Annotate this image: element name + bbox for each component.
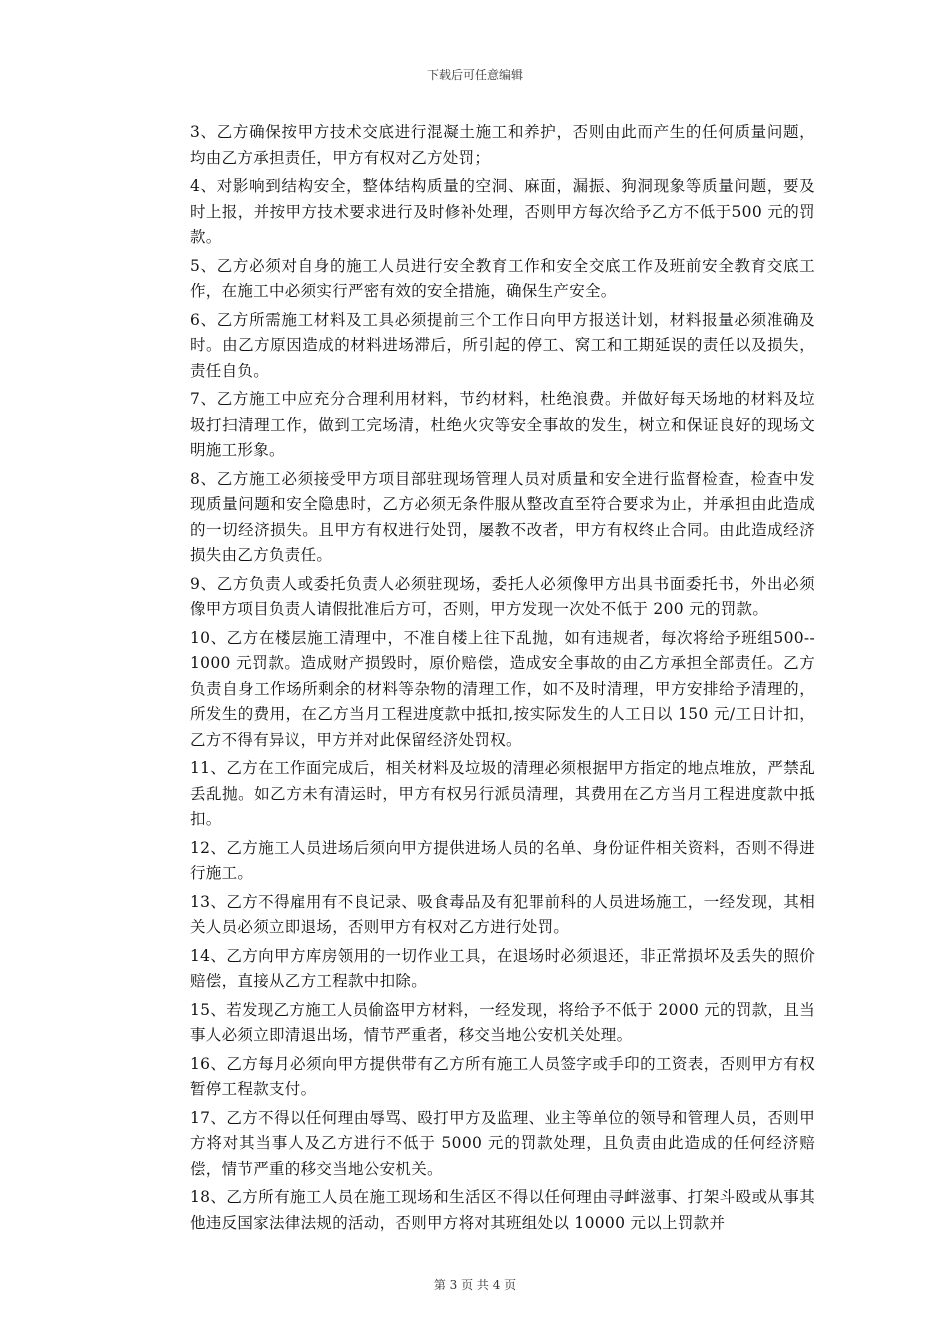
clause-15: 15、若发现乙方施工人员偷盗甲方材料，一经发现，将给予不低于 2000 元的罚款，且当事人必须立即清退出场，情节严重者，移交当地公安机关处理。	[190, 1000, 815, 1044]
clause-12: 12、乙方施工人员进场后须向甲方提供进场人员的名单、身份证件相关资料，否则不得进行施工。	[190, 838, 815, 882]
clause-17: 17、乙方不得以任何理由辱骂、殴打甲方及监理、业主等单位的领导和管理人员，否则甲方将对其当事人及乙方进行不低于 5000 元的罚款处理，且负责由此造成的任何经济赔偿，情节严重的移交当地公安机关。	[190, 1108, 815, 1178]
document-body	[190, 120, 815, 1239]
clause-4: 4、对影响到结构安全，整体结构质量的空洞、麻面，漏振、狗洞现象等质量问题，要及时上报，并按甲方技术要求进行及时修补处理，否则甲方每次给予乙方不低于500 元的罚款。	[190, 177, 815, 246]
clause-6: 6、乙方所需施工材料及工具必须提前三个工作日向甲方报送计划，材料报量必须准确及时。由乙方原因造成的材料进场滞后，所引起的停工、窝工和工期延误的责任以及损失，责任自负。	[190, 310, 815, 380]
clause-9: 9、乙方负责人或委托负责人必须驻现场，委托人必须像甲方出具书面委托书，外出必须像甲方项目负责人请假批准后方可，否则，甲方发现一次处不低于 200 元的罚款。	[190, 574, 815, 618]
clause-10: 10、乙方在楼层施工清理中，不准自楼上往下乱抛，如有违规者，每次将给予班组500--1000 元罚款。造成财产损毁时，原价赔偿，造成安全事故的由乙方承担全部责任。乙方负责自身工作场所剩余的材料等杂物的清理工作，如不及时清理，甲方安排给予清理的，所发生的费用，在乙方当月工程进度款中抵扣,按实际发生的人工日以 150 元/工日计扣，乙方不得有异议，甲方并对此保留经济处罚权。	[190, 628, 815, 749]
clause-11: 11、乙方在工作面完成后，相关材料及垃圾的清理必须根据甲方指定的地点堆放，严禁乱丢乱抛。如乙方未有清运时，甲方有权另行派员清理，其费用在乙方当月工程进度款中抵扣。	[190, 759, 815, 828]
clause-14: 14、乙方向甲方库房领用的一切作业工具，在退场时必须退还，非正常损坏及丢失的照价赔偿，直接从乙方工程款中扣除。	[190, 946, 815, 990]
clause-8: 8、乙方施工必须接受甲方项目部驻现场管理人员对质量和安全进行监督检查，检查中发现质量问题和安全隐患时，乙方必须无条件服从整改直至符合要求为止，并承担由此造成的一切经济损失。且甲方有权进行处罚，屡教不改者，甲方有权终止合同。由此造成经济损失由乙方负责任。	[190, 469, 815, 564]
page-header: 下载后可任意编辑	[426, 68, 523, 82]
clause-5: 5、乙方必须对自身的施工人员进行安全教育工作和安全交底工作及班前安全教育交底工作，在施工中必须实行严密有效的安全措施，确保生产安全。	[190, 256, 815, 300]
clause-3: 3、乙方确保按甲方技术交底进行混凝土施工和养护，否则由此而产生的任何质量问题，均由乙方承担责任，甲方有权对乙方处罚；	[190, 123, 815, 167]
page-number: 第 3 页 共 4 页	[433, 1278, 517, 1292]
clause-16: 16、乙方每月必须向甲方提供带有乙方所有施工人员签字或手印的工资表，否则甲方有权暂停工程款支付。	[190, 1054, 815, 1098]
clause-13: 13、乙方不得雇用有不良记录、吸食毒品及有犯罪前科的人员进场施工，一经发现，其相关人员必须立即退场，否则甲方有权对乙方进行处罚。	[190, 892, 815, 936]
clause-7: 7、乙方施工中应充分合理利用材料，节约材料，杜绝浪费。并做好每天场地的材料及垃圾打扫清理工作，做到工完场清，杜绝火灾等安全事故的发生，树立和保证良好的现场文明施工形象。	[190, 390, 815, 459]
clause-18: 18、乙方所有施工人员在施工现场和生活区不得以任何理由寻衅滋事、打架斗殴或从事其他违反国家法律法规的活动，否则甲方将对其班组处以 10000 元以上罚款并	[190, 1188, 815, 1232]
